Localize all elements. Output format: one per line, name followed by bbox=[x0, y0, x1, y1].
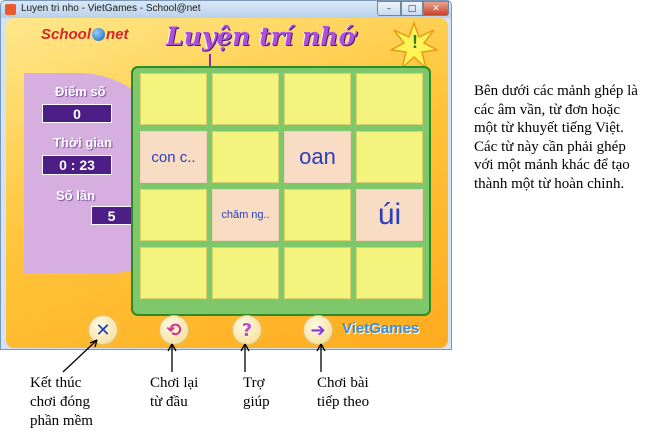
schoolnet-logo bbox=[41, 26, 129, 43]
game-title: Luyện trí nhớ bbox=[166, 22, 356, 51]
globe-icon bbox=[92, 28, 105, 41]
time-label: Thời gian bbox=[53, 135, 113, 150]
caption-exit-line1: Kết thúc bbox=[30, 375, 82, 391]
exit-button[interactable] bbox=[88, 315, 118, 345]
caption-help-line1: Trợ bbox=[243, 375, 265, 391]
tile-revealed[interactable] bbox=[212, 189, 279, 241]
tile-hidden[interactable] bbox=[140, 247, 207, 299]
restart-button[interactable] bbox=[159, 315, 189, 345]
minimize-button[interactable]: – bbox=[377, 1, 401, 16]
score-label: Điểm số bbox=[55, 84, 106, 99]
tile-hidden[interactable] bbox=[212, 247, 279, 299]
game-area bbox=[6, 18, 448, 348]
tile-hidden[interactable] bbox=[140, 189, 207, 241]
tile-hidden[interactable] bbox=[140, 73, 207, 125]
starburst-icon bbox=[390, 22, 438, 70]
vietgames-logo: VietGames bbox=[342, 320, 420, 337]
tile-hidden[interactable] bbox=[284, 73, 351, 125]
tile-board bbox=[131, 66, 431, 316]
tile-text: oan bbox=[299, 144, 336, 169]
question-icon: ? bbox=[241, 319, 253, 341]
caption-help-line2: giúp bbox=[243, 394, 270, 410]
caption-next-line2: tiếp theo bbox=[317, 394, 370, 410]
caption-restart bbox=[150, 374, 198, 412]
tile-text: úi bbox=[377, 198, 402, 231]
description-text: Bên dưới các mảnh ghép là các âm vần, từ đơn hoặc một từ khuyết tiếng Việt. Các từ này cần phải ghép với một mảnh khác để tạo thành một từ hoàn chỉnh. bbox=[474, 83, 638, 192]
exclamation-mark: ! bbox=[412, 32, 418, 52]
tries-label: Số lần bbox=[56, 188, 96, 203]
caption-restart-line1: Chơi lại bbox=[150, 375, 199, 391]
tile-text: con c.. bbox=[151, 148, 196, 166]
caption-exit-line3: phần mềm bbox=[30, 413, 93, 429]
restart-icon: ⟲ bbox=[166, 319, 182, 341]
caption-help bbox=[243, 374, 270, 412]
title-bar[interactable] bbox=[1, 1, 451, 18]
time-value: 0 : 23 bbox=[42, 155, 112, 175]
caption-exit bbox=[30, 374, 93, 431]
caption-restart-line2: từ đầu bbox=[150, 394, 188, 410]
arrow-right-icon: ➔ bbox=[310, 319, 326, 341]
tile-revealed[interactable] bbox=[284, 131, 351, 183]
tile-hidden[interactable] bbox=[284, 189, 351, 241]
caption-next bbox=[317, 374, 369, 412]
next-button[interactable] bbox=[303, 315, 333, 345]
score-value: 0 bbox=[42, 104, 112, 123]
tile-revealed[interactable] bbox=[140, 131, 207, 183]
window-title: Luyen tri nho - VietGames - School@net bbox=[21, 3, 201, 14]
tile-revealed[interactable] bbox=[356, 189, 423, 241]
maximize-button[interactable]: □ bbox=[401, 1, 423, 16]
help-button[interactable] bbox=[232, 315, 262, 345]
tile-hidden[interactable] bbox=[356, 73, 423, 125]
logo-text-right: net bbox=[106, 26, 129, 43]
tile-hidden[interactable] bbox=[356, 247, 423, 299]
tile-hidden[interactable] bbox=[212, 73, 279, 125]
tries-value: 5 bbox=[91, 206, 132, 225]
close-button[interactable]: ✕ bbox=[423, 1, 449, 16]
logo-text-left: School bbox=[41, 26, 92, 43]
tile-hidden[interactable] bbox=[212, 131, 279, 183]
tile-hidden[interactable] bbox=[284, 247, 351, 299]
tile-hidden[interactable] bbox=[356, 131, 423, 183]
app-icon bbox=[5, 4, 16, 15]
close-x-icon: ✕ bbox=[95, 319, 111, 341]
caption-next-line1: Chơi bài bbox=[317, 375, 369, 391]
caption-exit-line2: chơi đóng bbox=[30, 394, 91, 410]
tile-text: chăm ng.. bbox=[221, 209, 270, 221]
